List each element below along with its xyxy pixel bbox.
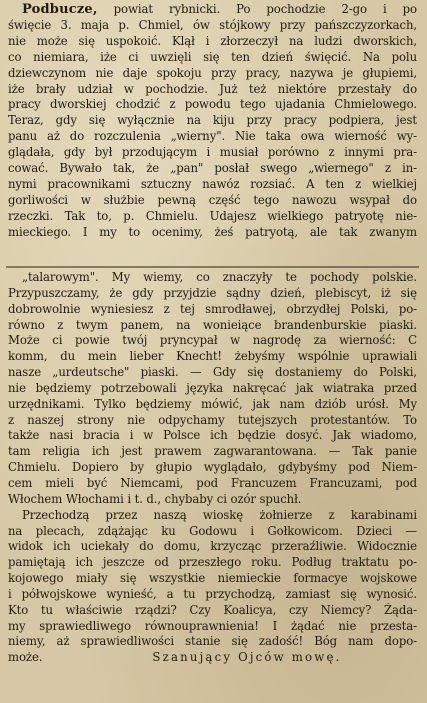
text-line: także nasi bracia i w Polsce ich będzie dosyć. Jak wiadomo, xyxy=(8,428,417,443)
text-line: glądała, gdy był przodującym i musiał porówno z innymi pra- xyxy=(8,145,417,160)
text-line: kojowego miały się wszystkie niemieckie formacye wojskowe xyxy=(8,571,417,586)
text-line: dziewczynom nie daje spokoju przy pracy, nazywa je głupiemi, xyxy=(8,65,417,80)
text-line: panu aż do rozczulenia „wierny". Nie taka owa wierność wy- xyxy=(8,129,417,144)
text-line: komm, du mein lieber Knecht! żebyśmy wspólnie uprawiali xyxy=(8,349,417,364)
text-line: „talarowym". My wiemy, co znaczyły te pochody polskie. xyxy=(22,270,417,284)
text-line: widok ich uciekały do domu, krzycząc przeraźliwie. Widocznie xyxy=(8,539,417,554)
text-line: nasze „urdeutsche" piaski. — Gdy się dostaniemy do Polski, xyxy=(8,365,417,380)
text-line: Może ci powie twój pryncypał w nagrodę za wierność: C xyxy=(8,333,417,348)
article-bottom-column xyxy=(0,270,427,700)
text-line: nie może się uspokoić. Klął i złorzeczył na ludzi dworskich, xyxy=(8,33,417,48)
text-line: urzędnikami. Tylko będziemy mówić, jak nam dziób urósł. My xyxy=(8,396,417,411)
column-break-divider xyxy=(6,266,419,268)
text-line: święcie 3. maja p. Chmiel, ów stójkowy przy pańszczyzorkach, xyxy=(8,17,417,32)
text-line: dobrowolnie wyniesiesz z tej smrodławej, obrzydłej Polski, po- xyxy=(8,301,417,316)
text-line: iże brały udział w pochodzie. Już też niektóre przestały do xyxy=(8,81,417,96)
text-line: Chmielu. Dopiero by głupio wyglądało, gdybyśmy pod Niem- xyxy=(8,460,417,475)
text-line: pracy dworskiej chodzić z powodu tego ujadania Chmielowego. xyxy=(8,97,417,112)
text-line: cem mieli być Niemcami, pod Francuzem Francuzami, pod xyxy=(8,475,417,490)
text-line: równo z twym panem, na wonieiące brandenburskie piaski. xyxy=(8,317,417,332)
text-line: tam religia ich jest prawem zagwarantowana. — Tak panie xyxy=(8,444,417,459)
text-line: Teraz, gdy się wyłącznie na kiju przy pracy podpiera, jest xyxy=(8,113,417,128)
text-line: cować. Bywało tak, że „pan" posłał swego „wiernego" z in- xyxy=(8,161,417,176)
text-line: Przypuszczamy, że gdy przyjdzie sądny dzień, plebiscyt, iż się xyxy=(8,285,417,300)
text-line: pamiętają ich jeszcze od przeszłego roku. Podług traktatu po- xyxy=(8,555,417,570)
signature: Szanujący Ojców mowę. xyxy=(152,650,342,665)
text-line: gorliwości w służbie pewną część tego nawozu wsypał do xyxy=(8,192,417,207)
text-line-rest: powiat rybnicki. Po pochodzie 2-go i po xyxy=(97,2,417,16)
text-line: co niemiara, iże ci uwzięli się ten dzień święcić. Na polu xyxy=(8,49,417,64)
closing-line xyxy=(8,650,417,666)
text-line: na plecach, zdążając ku Godowu i Gołkowicom. Dzieci — xyxy=(8,523,417,538)
lead-word: Podbucze, xyxy=(22,2,98,17)
text-line: Kto tu właściwie rządzi? Czy Koalicya, czy Niemcy? Żąda- xyxy=(8,602,417,617)
text-line xyxy=(8,2,417,18)
text-line: mieckiego. I my to ocenimy, żeś patryotą, ale tak zwanym xyxy=(8,224,417,239)
text-line: z naszej strony nie odpychamy tutejszych protestantów. To xyxy=(8,412,417,427)
article-top-column xyxy=(0,2,427,266)
text-line: nymi pracownikami sztuczny nawóz rozsiać. A ten z wielkiej xyxy=(8,176,417,191)
text-line: i półwojskowe wynieść, a tu przychodzą, zamiast się wynosić. xyxy=(8,586,417,601)
text-line-end: może. xyxy=(8,650,43,665)
text-line: Przechodzą przez naszą wioskę żołnierze z karabinami xyxy=(22,507,417,522)
text-line: niemy, aż sprawiedliwości stanie się zadość! Bóg nam dopo- xyxy=(8,634,417,649)
text-line: rzeczki. Tak to, p. Chmielu. Udajesz wielkiego patryotę nie- xyxy=(8,208,417,223)
text-line: nie będziemy potrzebowali języka nakręcać jak wiatraka przed xyxy=(8,380,417,395)
text-line: my sprawiedliwego równouprawnienia! I żądać nie przesta- xyxy=(8,618,417,633)
text-line: Włochem Włochami i t. d., chybaby ci ozór spuchł. xyxy=(8,491,302,506)
